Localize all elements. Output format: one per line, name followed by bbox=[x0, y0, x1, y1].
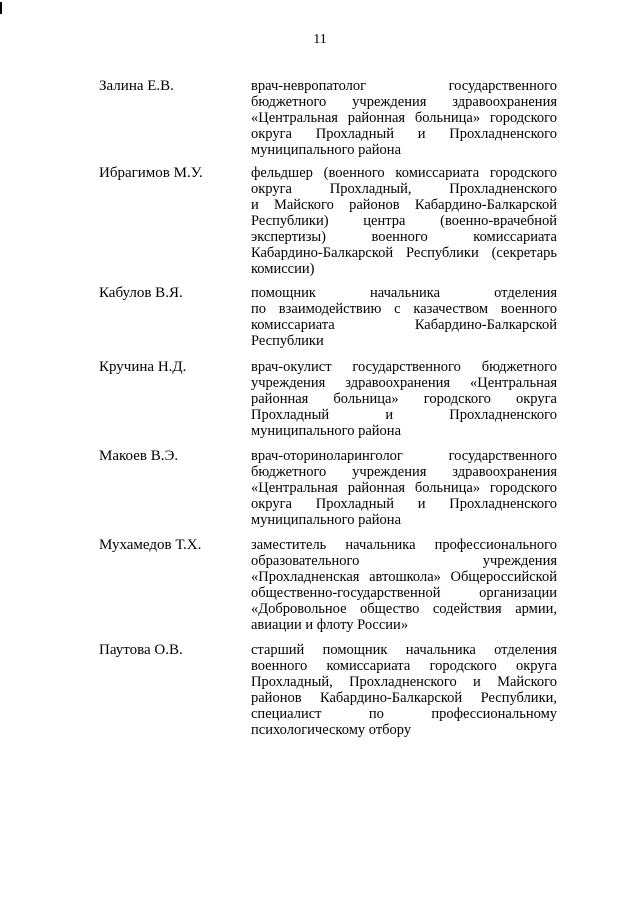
position-line: экспертизы) военного комиссариата bbox=[251, 229, 557, 245]
position-line: районов Кабардино-Балкарской Республики, bbox=[251, 690, 557, 706]
person-name: Мухамедов Т.Х. bbox=[99, 537, 202, 553]
position-line: врач-оториноларинголог государственного bbox=[251, 448, 557, 464]
position-line: по взаимодействию с казачеством военного bbox=[251, 301, 557, 317]
person-name: Ибрагимов М.У. bbox=[99, 165, 203, 181]
person-position bbox=[251, 642, 557, 738]
position-line: заместитель начальника профессионального bbox=[251, 537, 557, 553]
person-name: Паутова О.В. bbox=[99, 642, 183, 658]
person-position bbox=[251, 448, 557, 528]
position-line: комиссии) bbox=[251, 261, 315, 277]
position-line: муниципального района bbox=[251, 142, 401, 158]
position-line: «Центральная районная больница» городского bbox=[251, 480, 557, 496]
position-line: общественно-государственной организации bbox=[251, 585, 557, 601]
position-line: муниципального района bbox=[251, 512, 401, 528]
position-line: военного комиссариата городского округа bbox=[251, 658, 557, 674]
position-line: психологическому отбору bbox=[251, 722, 412, 738]
position-line: Прохладный, Прохладненского и Майского bbox=[251, 674, 557, 690]
person-position bbox=[251, 78, 557, 158]
position-line: и Майского районов Кабардино-Балкарской bbox=[251, 197, 557, 213]
person-position bbox=[251, 285, 557, 349]
position-line: помощник начальника отделения bbox=[251, 285, 557, 301]
position-line: комиссариата Кабардино-Балкарской bbox=[251, 317, 557, 333]
person-name: Залина Е.В. bbox=[99, 78, 174, 94]
position-line: округа Прохладный и Прохладненского bbox=[251, 126, 557, 142]
person-name: Кручина Н.Д. bbox=[99, 359, 187, 375]
position-line: округа Прохладный, Прохладненского bbox=[251, 181, 557, 197]
position-line: учреждения здравоохранения «Центральная bbox=[251, 375, 557, 391]
position-line: старший помощник начальника отделения bbox=[251, 642, 557, 658]
position-line: «Добровольное общество содействия армии, bbox=[251, 601, 557, 617]
position-line: муниципального района bbox=[251, 423, 401, 439]
page-number: 11 bbox=[313, 32, 327, 47]
person-name: Кабулов В.Я. bbox=[99, 285, 183, 301]
person-position bbox=[251, 165, 557, 277]
position-line: Республики) центра (военно-врачебной bbox=[251, 213, 557, 229]
person-position bbox=[251, 537, 557, 633]
position-line: Прохладный и Прохладненского bbox=[251, 407, 557, 423]
position-line: Кабардино-Балкарской Республики (секретарь bbox=[251, 245, 557, 261]
position-line: Республики bbox=[251, 333, 324, 349]
position-line: «Центральная районная больница» городского bbox=[251, 110, 557, 126]
position-line: округа Прохладный и Прохладненского bbox=[251, 496, 557, 512]
page-edge-mark bbox=[0, 2, 2, 14]
position-line: врач-невропатолог государственного bbox=[251, 78, 557, 94]
position-line: образовательного учреждения bbox=[251, 553, 557, 569]
position-line: врач-окулист государственного бюджетного bbox=[251, 359, 557, 375]
person-name: Макоев В.Э. bbox=[99, 448, 179, 464]
position-line: фельдшер (военного комиссариата городского bbox=[251, 165, 557, 181]
position-line: районная больница» городского округа bbox=[251, 391, 557, 407]
position-line: специалист по профессиональному bbox=[251, 706, 557, 722]
position-line: бюджетного учреждения здравоохранения bbox=[251, 464, 557, 480]
position-line: авиации и флоту России» bbox=[251, 617, 409, 633]
position-line: бюджетного учреждения здравоохранения bbox=[251, 94, 557, 110]
position-line: «Прохладненская автошкола» Общероссийской bbox=[251, 569, 557, 585]
person-position bbox=[251, 359, 557, 439]
